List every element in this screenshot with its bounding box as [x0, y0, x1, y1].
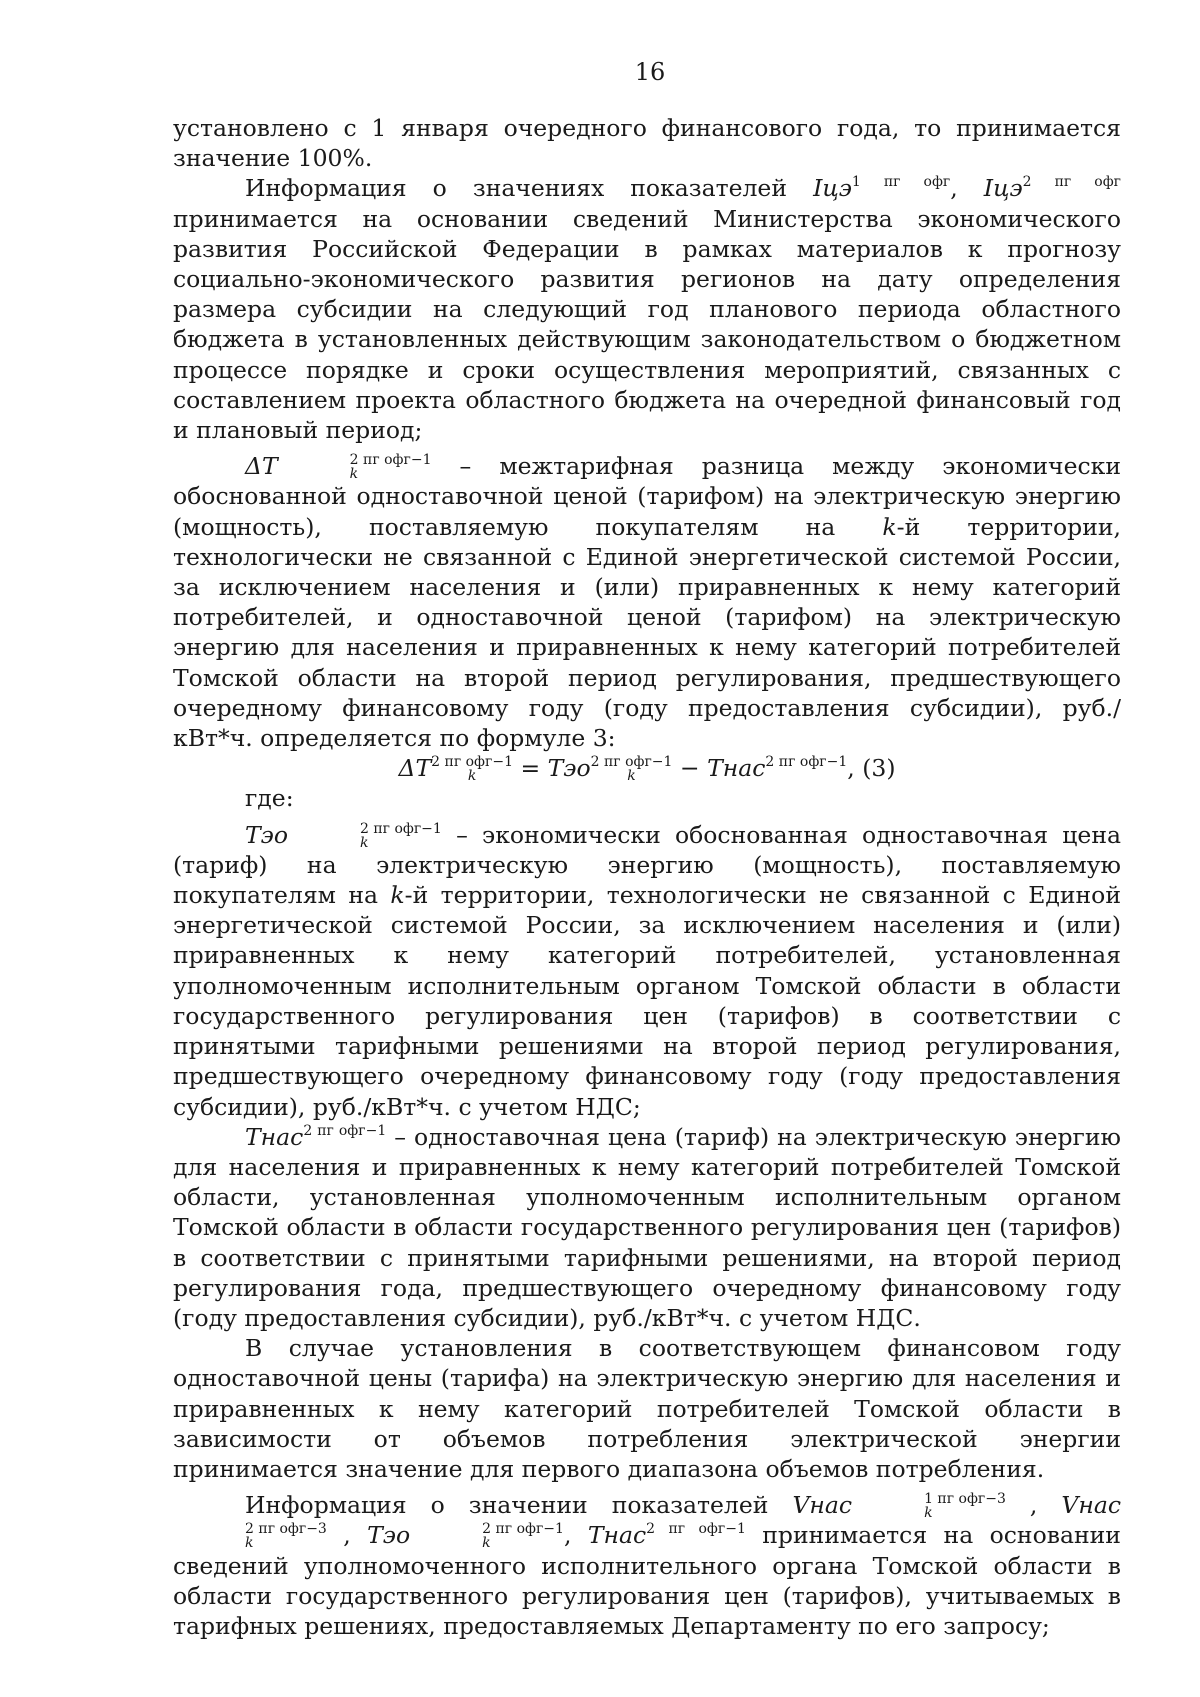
- page-number: 16: [634, 58, 666, 86]
- paragraph-7: Информация о значении показателей Vнас 1 пг офг−3 k , Vнас 2 пг офг−3 k , Tэо 2 пг офг−1 k , Tнас$^{2 пг офг-1}$ принимается на основании сведений уполномоченного исполнительного органа Томской области в области государственного регулирования цен (тарифов), учитываемых в тарифных решениях, предоставляемых Департаменту по его запросу;: [173, 1491, 1121, 1640]
- paragraph-1: установлено с 1 января очередного финансового года, то принимается значение 100%.: [173, 114, 1121, 173]
- where-label: где:: [245, 784, 294, 813]
- document-body: [173, 113, 1121, 1641]
- paragraph-2: Информация о значениях показателей Iцэ$^{1 пг офг}$, Iцэ$^{2 пг офг}$ принимается на основании сведений Министерства экономического развития Российской Федерации в рамках материалов к прогнозу социально-экономического развития регионов на дату определения размера субсидии на следующий год планового периода областного бюджета в установленных действующим законодательством о бюджетном процессе порядке и сроки осуществления мероприятий, связанных с составлением проекта областного бюджета на очередной финансовый год и плановый период;: [173, 174, 1121, 445]
- formula-3: ΔT 2 пг офг−1 k = Tэо 2 пг офг−1 k − Tнас$^{2 пг офг-1}$, (3): [398, 754, 896, 785]
- paragraph-5: Tнас$^{2 пг офг-1}$ – одноставочная цена (тариф) на электрическую энергию для населения и приравненных к нему категорий потребителей Томской области, установленная уполномоченным исполнительным органом Томской области в области государственного регулирования цен (тарифов) в соответствии с принятыми тарифными решениями, на второй период регулирования года, предшествующего очередному финансовому году (году предоставления субсидии), руб./кВт*ч. с учетом НДС.: [173, 1122, 1121, 1332]
- paragraph-3: ΔT 2 пг офг−1 k – межтарифная разница между экономически обоснованной одноставочной ценой (тарифом) на электрическую энергию (мощность), поставляемую покупателям на k-й территории, технологически не связанной с Единой энергетической системой России, за исключением населения и (или) приравненных к нему категорий потребителей, и одноставочной ценой (тарифом) на электрическую энергию для населения и приравненных к нему категорий потребителей Томской области на второй период регулирования, предшествующего очередному финансовому году (году предоставления субсидии), руб./кВт*ч. определяется по формуле 3:: [173, 452, 1122, 753]
- paragraph-6: В случае установления в соответствующем финансовом году одноставочной цены (тарифа) на электрическую энергию для населения и приравненных к нему категорий потребителей Томской области в зависимости от объемов потребления электрической энергии принимается значение для первого диапазона объемов потребления.: [173, 1334, 1121, 1483]
- paragraph-4: Tэо 2 пг офг−1 k – экономически обоснованная одноставочная цена (тариф) на электрическую энергию (мощность), поставляемую покупателям на k-й территории, технологически не связанной с Единой энергетической системой России, за исключением населения и (или) приравненных к нему категорий потребителей, установленная уполномоченным исполнительным органом Томской области в области государственного регулирования цен (тарифов) в соответствии с принятыми тарифными решениями на второй период регулирования, предшествующего очередному финансовому году (году предоставления субсидии), руб./кВт*ч. с учетом НДС;: [173, 820, 1121, 1121]
